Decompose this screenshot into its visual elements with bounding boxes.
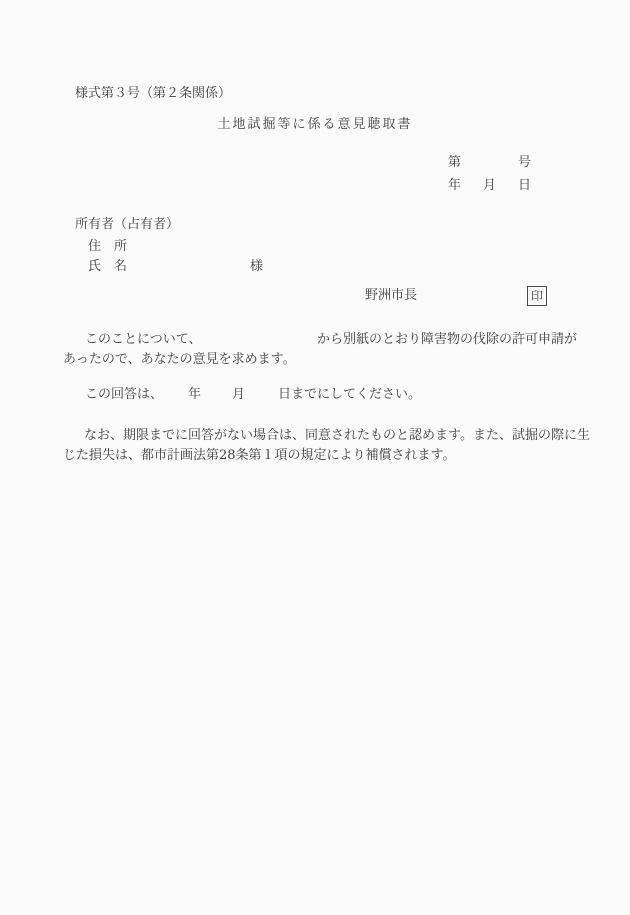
honorific-sama: 様	[250, 259, 264, 274]
date-day-label: 日	[518, 178, 532, 193]
para1-line1-head: このことについて、	[85, 332, 202, 347]
owner-heading: 所有者（占有者）	[75, 217, 180, 232]
para1-line2: あったので、あなたの意見を求めます。	[63, 352, 296, 367]
address-label: 住 所	[88, 239, 128, 254]
para2-month-label: 月	[232, 387, 246, 402]
page-title: 土地試掘等に係る意見聴取書	[217, 117, 413, 132]
date-month-label: 月	[483, 178, 497, 193]
para2-head: この回答は、	[85, 387, 164, 402]
name-label: 氏 名	[88, 259, 128, 274]
seal-mark: 印	[530, 289, 543, 303]
doc-number-suffix: 号	[518, 155, 532, 170]
form-number: 様式第３号（第２条関係）	[75, 86, 232, 101]
para2-day-tail: 日までにしてください。	[278, 387, 422, 402]
mayor-name: 野洲市長	[365, 288, 418, 303]
para2-year-label: 年	[188, 387, 202, 402]
doc-number-prefix: 第	[448, 155, 462, 170]
para3-line1: なお、期限までに回答がない場合は、同意されたものと認めます。また、試掘の際に生	[84, 428, 590, 443]
para3-line2: じた損失は、都市計画法第28条第１項の規定により補償されます。	[63, 448, 456, 463]
seal-box	[527, 286, 547, 306]
para1-line1-tail: から別紙のとおり障害物の伐除の許可申請が	[317, 332, 578, 347]
date-year-label: 年	[448, 178, 462, 193]
